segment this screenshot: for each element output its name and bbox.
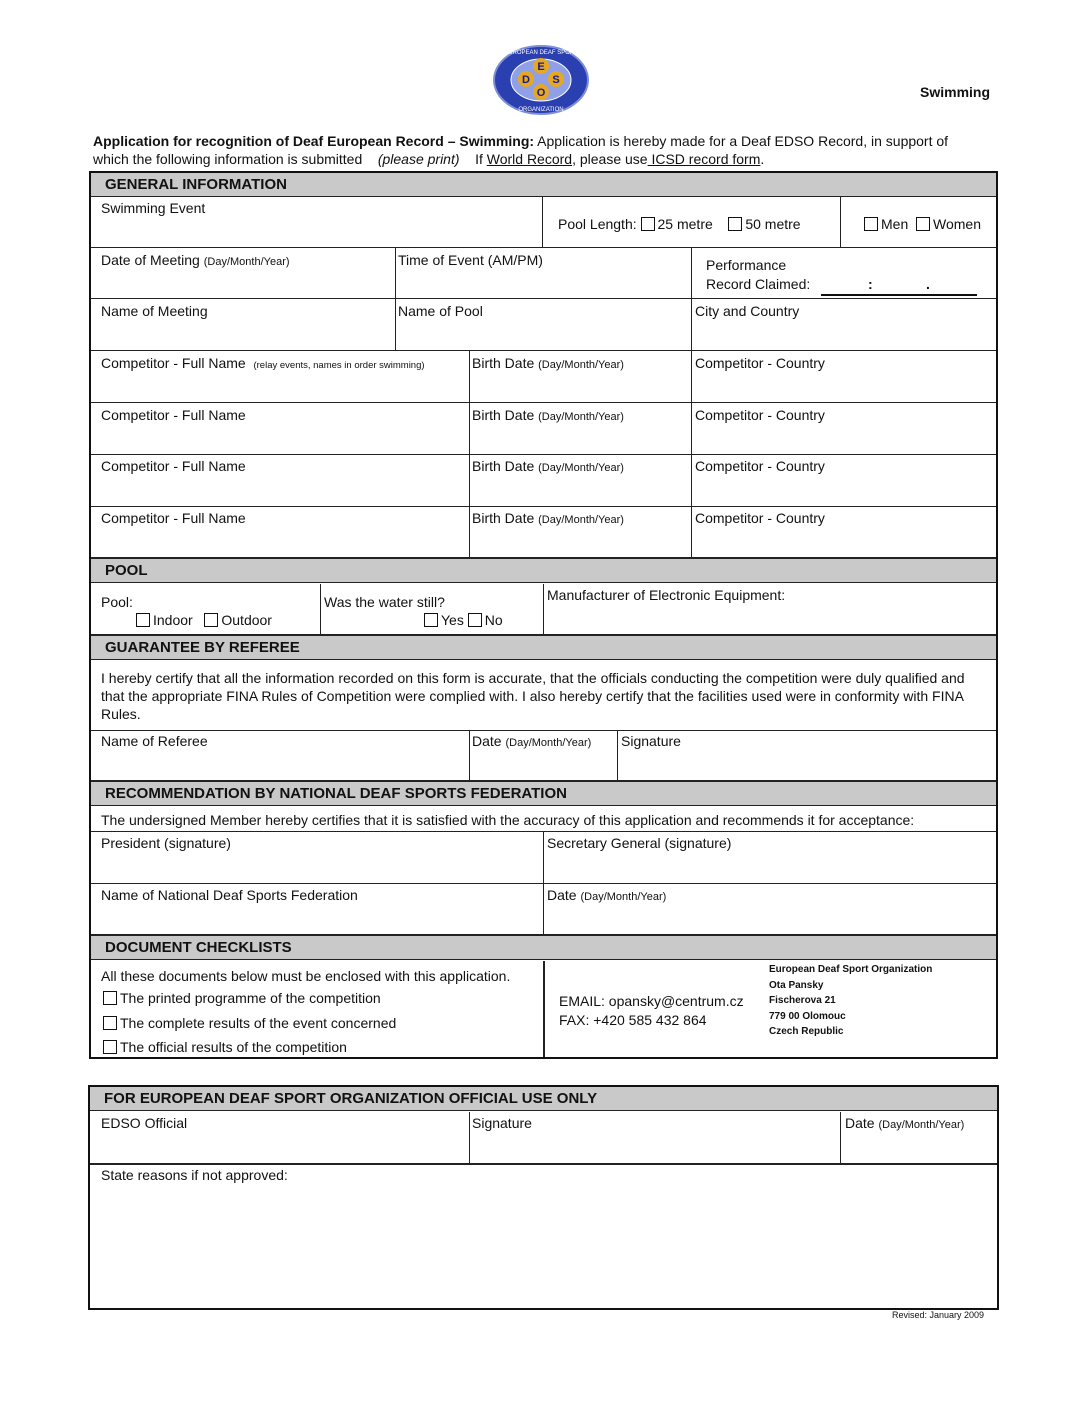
- city-country-label: City and Country: [695, 303, 800, 319]
- checkbox-no[interactable]: [468, 613, 482, 627]
- logo-letter-e: E: [537, 61, 545, 73]
- referee-signature-field[interactable]: [619, 751, 995, 779]
- referee-name-label: Name of Referee: [101, 733, 208, 749]
- label-indoor: Indoor: [153, 612, 193, 628]
- checklist-item-label: The complete results of the event concerned: [120, 1015, 397, 1031]
- world-record-link[interactable]: World Record: [486, 151, 573, 167]
- label-50-metre: 50 metre: [745, 216, 801, 232]
- address-line: Fischerova 21: [769, 995, 836, 1006]
- competitor-2-birth-field[interactable]: [471, 425, 689, 453]
- checklist-heading: DOCUMENT CHECKLISTS: [91, 936, 996, 960]
- sport-title: Swimming: [920, 84, 991, 100]
- checklist-item: [103, 1015, 396, 1031]
- checkbox-official-results[interactable]: [103, 1040, 117, 1054]
- date-of-meeting-field[interactable]: [92, 270, 392, 297]
- dmy-hint: (Day/Month/Year): [538, 411, 624, 423]
- manufacturer-label: Manufacturer of Electronic Equipment:: [547, 587, 786, 603]
- water-still-label: Was the water still?: [324, 594, 445, 610]
- secretary-label: Secretary General (signature): [547, 835, 732, 851]
- competitor-4-name-field[interactable]: [92, 528, 467, 556]
- official-date-text: Date: [845, 1115, 875, 1131]
- name-of-pool-field[interactable]: [396, 321, 689, 349]
- record-time-dot: .: [926, 276, 930, 292]
- referee-text-3: Rules.: [101, 706, 141, 722]
- competitor-4-country-field[interactable]: [693, 528, 995, 556]
- birth-date-text: Birth Date: [472, 355, 535, 371]
- icsd-record-form-link[interactable]: ICSD record form: [647, 151, 761, 167]
- pool-heading: POOL: [91, 559, 996, 583]
- dmy-hint: (Day/Month/Year): [203, 256, 290, 268]
- time-of-event-label: Time of Event (AM/PM): [398, 252, 543, 268]
- competitor-2-birth-label: [472, 407, 624, 425]
- checkbox-outdoor[interactable]: [204, 613, 218, 627]
- checkbox-25-metre[interactable]: [641, 217, 655, 231]
- recommendation-text: The undersigned Member hereby certifies that it is satisfied with the accuracy of this application and recommends it for acceptance:: [101, 812, 915, 828]
- competitor-1-name-label: [101, 355, 425, 374]
- performance-label: Performance: [706, 257, 787, 273]
- dmy-hint: (Day/Month/Year): [580, 891, 667, 903]
- intro-line-2: [93, 151, 764, 167]
- competitor-3-country-label: Competitor - Country: [695, 458, 825, 474]
- competitor-3-name-field[interactable]: [92, 476, 467, 505]
- date-of-meeting-text: Date of Meeting: [101, 252, 200, 268]
- competitor-4-birth-field[interactable]: [471, 528, 689, 556]
- dmy-hint: (Day/Month/Year): [538, 462, 624, 474]
- competitor-4-birth-label: [472, 510, 624, 528]
- checklist-item: [103, 990, 381, 1006]
- checkbox-printed-programme[interactable]: [103, 991, 117, 1005]
- competitor-name-text: Competitor - Full Name: [101, 355, 246, 371]
- address-line: Czech Republic: [769, 1026, 844, 1037]
- birth-date-text: Birth Date: [472, 407, 535, 423]
- record-claimed-field[interactable]: [821, 278, 977, 296]
- swimming-event-field[interactable]: [92, 218, 540, 246]
- contact-email: EMAIL: opansky@centrum.cz: [559, 993, 744, 1009]
- checkbox-complete-results[interactable]: [103, 1016, 117, 1030]
- competitor-2-name-field[interactable]: [92, 425, 467, 453]
- intro-please-print: (please print): [377, 151, 460, 167]
- reasons-label: State reasons if not approved:: [101, 1167, 288, 1183]
- competitor-1-birth-field[interactable]: [471, 373, 689, 401]
- checkbox-indoor[interactable]: [136, 613, 150, 627]
- competitor-4-name-label: Competitor - Full Name: [101, 510, 246, 526]
- competitor-1-birth-label: [472, 355, 624, 373]
- logo-bottom-text: ORGANIZATION: [518, 107, 564, 113]
- checkbox-men[interactable]: [864, 217, 878, 231]
- label-women: Women: [933, 216, 981, 232]
- label-outdoor: Outdoor: [221, 612, 272, 628]
- record-time-separator: :: [868, 276, 873, 292]
- checkbox-50-metre[interactable]: [728, 217, 742, 231]
- referee-text-1: I hereby certify that all the information recorded on this form is accurate, that the officials conducting the competition were duly qualified and: [101, 670, 965, 686]
- pool-type-label: Pool:: [101, 594, 133, 610]
- logo-letter-d: D: [522, 74, 530, 86]
- label-25-metre: 25 metre: [657, 216, 713, 232]
- general-heading: GENERAL INFORMATION: [91, 173, 996, 197]
- revised-note: Revised: January 2009: [892, 1310, 985, 1320]
- official-signature-label: Signature: [472, 1115, 532, 1131]
- official-date-field[interactable]: [842, 1133, 996, 1162]
- intro-line2-a: which the following information is submitted: [93, 151, 363, 167]
- city-country-field[interactable]: [693, 321, 995, 349]
- time-of-event-field[interactable]: [396, 270, 689, 297]
- dmy-hint: (Day/Month/Year): [505, 737, 592, 749]
- pool-length: [558, 216, 801, 232]
- competitor-2-country-field[interactable]: [693, 425, 995, 453]
- referee-name-field[interactable]: [92, 751, 467, 779]
- competitor-3-country-field[interactable]: [693, 476, 995, 505]
- logo-letter-o: O: [536, 87, 546, 99]
- checkbox-yes[interactable]: [424, 613, 438, 627]
- address-line: European Deaf Sport Organization: [769, 964, 933, 975]
- name-of-pool-label: Name of Pool: [398, 303, 483, 319]
- referee-signature-label: Signature: [621, 733, 681, 749]
- checklist-item-label: The printed programme of the competition: [120, 990, 381, 1006]
- recommendation-heading: RECOMMENDATION BY NATIONAL DEAF SPORTS FEDERATION: [91, 782, 996, 806]
- reasons-field[interactable]: [91, 1186, 996, 1306]
- competitor-3-birth-field[interactable]: [471, 476, 689, 505]
- president-signature-field[interactable]: [92, 853, 541, 882]
- logo-top-text: EUROPEAN DEAF SPORT: [504, 50, 578, 56]
- dmy-hint: (Day/Month/Year): [538, 359, 624, 371]
- competitor-4-country-label: Competitor - Country: [695, 510, 825, 526]
- birth-date-text: Birth Date: [472, 458, 535, 474]
- checklist-item-label: The official results of the competition: [120, 1039, 347, 1055]
- relay-note: (relay events, names in order swimming): [253, 360, 425, 371]
- intro-period: .: [760, 151, 765, 167]
- dmy-hint: (Day/Month/Year): [538, 514, 624, 526]
- dmy-hint: (Day/Month/Year): [878, 1119, 965, 1131]
- official-heading: FOR EUROPEAN DEAF SPORT ORGANIZATION OFFICIAL USE ONLY: [90, 1087, 997, 1111]
- referee-date-label: [472, 733, 591, 751]
- competitor-3-name-label: Competitor - Full Name: [101, 458, 246, 474]
- intro-line-1: [93, 133, 995, 149]
- record-claimed-label: Record Claimed:: [706, 276, 811, 292]
- intro-if: If: [475, 151, 483, 167]
- competitor-1-country-field[interactable]: [693, 373, 995, 401]
- contact-fax: FAX: +420 585 432 864: [559, 1012, 707, 1028]
- recommendation-date-label: [547, 887, 666, 905]
- competitor-2-name-label: Competitor - Full Name: [101, 407, 246, 423]
- official-date-label: [845, 1115, 964, 1133]
- referee-text-2: that the appropriate FINA Rules of Competition were complied with. I also hereby certify that the facilities used were in conformity with FINA: [101, 688, 964, 704]
- recommendation-date-text: Date: [547, 887, 577, 903]
- federation-label: Name of National Deaf Sports Federation: [101, 887, 358, 903]
- competitor-1-country-label: Competitor - Country: [695, 355, 825, 371]
- official-signature-field[interactable]: [471, 1133, 838, 1162]
- swimming-event-label: Swimming Event: [101, 200, 206, 216]
- birth-date-text: Birth Date: [472, 510, 535, 526]
- edso-official-field[interactable]: [91, 1133, 467, 1162]
- name-of-meeting-label: Name of Meeting: [101, 303, 208, 319]
- pool-length-label: Pool Length:: [558, 216, 637, 232]
- edso-logo: [492, 44, 590, 116]
- checklist-intro: All these documents below must be enclosed with this application.: [101, 968, 511, 984]
- address-line: 779 00 Olomouc: [769, 1010, 846, 1022]
- intro-rest: Application is hereby made for a Deaf EDSO Record, in support of: [534, 133, 949, 149]
- logo-letter-s: S: [552, 74, 560, 86]
- competitor-1-name-field[interactable]: [92, 373, 467, 401]
- recommendation-date-field[interactable]: [545, 905, 995, 933]
- federation-name-field[interactable]: [92, 905, 541, 933]
- gender-options: [864, 216, 981, 232]
- water-still-options: [424, 612, 503, 628]
- edso-official-label: EDSO Official: [101, 1115, 188, 1131]
- postal-address: [769, 962, 932, 1040]
- secretary-signature-field[interactable]: [545, 853, 995, 882]
- competitor-2-country-label: Competitor - Country: [695, 407, 825, 423]
- checklist-item: [103, 1039, 347, 1055]
- competitor-3-birth-label: [472, 458, 624, 476]
- label-no: No: [484, 612, 503, 628]
- label-yes: Yes: [441, 612, 464, 628]
- checkbox-women[interactable]: [916, 217, 930, 231]
- pool-type-options: [136, 612, 272, 628]
- manufacturer-field[interactable]: [545, 605, 995, 633]
- name-of-meeting-field[interactable]: [92, 321, 392, 349]
- intro-bold: Application for recognition of Deaf European Record – Swimming:: [93, 133, 535, 149]
- referee-date-text: Date: [472, 733, 502, 749]
- label-men: Men: [881, 216, 909, 232]
- president-label: President (signature): [101, 835, 231, 851]
- date-of-meeting-label: [101, 252, 290, 270]
- intro-please-use: , please use: [572, 151, 648, 167]
- referee-date-field[interactable]: [471, 751, 615, 779]
- address-line: Ota Pansky: [769, 979, 824, 991]
- referee-heading: GUARANTEE BY REFEREE: [91, 636, 996, 660]
